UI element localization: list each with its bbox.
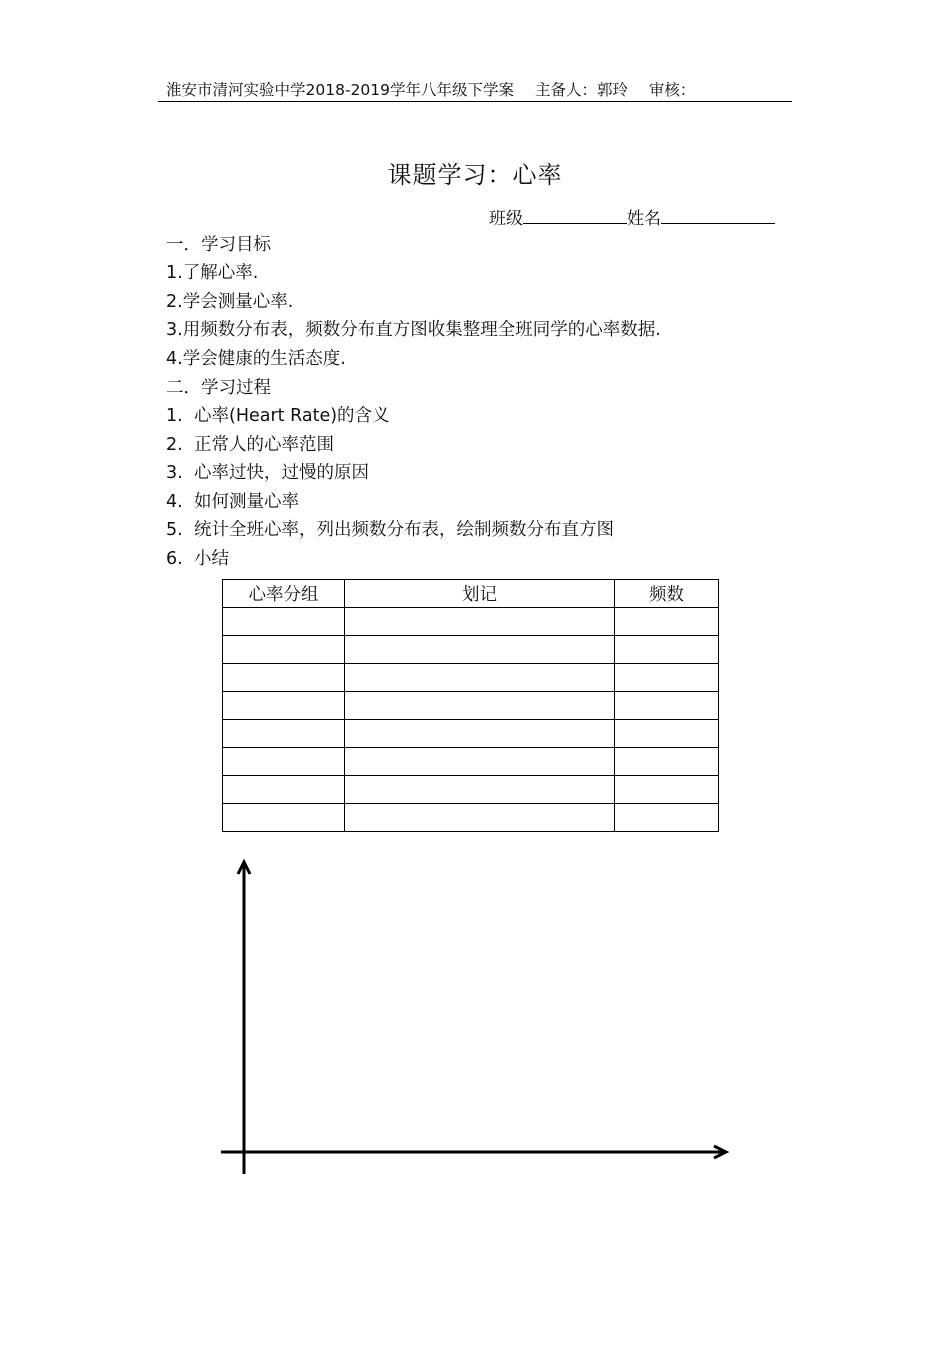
name-label: 姓名 <box>627 209 661 229</box>
section2-heading: 二．学习过程 <box>166 378 271 398</box>
goal-item: 1.了解心率. <box>166 263 259 283</box>
header-author: 主备人：郭玲 <box>534 81 628 99</box>
col-header-group: 心率分组 <box>223 580 345 608</box>
col-header-tally: 划记 <box>345 580 615 608</box>
process-num: 5. <box>166 520 183 540</box>
process-num: 2. <box>166 435 183 455</box>
page-title: 课题学习：心率 <box>387 161 563 189</box>
process-text: 正常人的心率范围 <box>194 435 334 455</box>
process-text: 心率(Heart Rate)的含义 <box>194 406 390 426</box>
header-reviewer: 审核： <box>648 81 696 99</box>
process-num: 3. <box>166 463 183 483</box>
goal-item: 3.用频数分布表，频数分布直方图收集整理全班同学的心率数据. <box>166 320 661 340</box>
section1-heading: 一．学习目标 <box>166 235 271 255</box>
process-num: 6. <box>166 549 183 569</box>
process-text: 如何测量心率 <box>194 492 299 512</box>
goal-item: 4.学会健康的生活态度. <box>166 349 346 369</box>
goal-item: 2.学会测量心率. <box>166 292 294 312</box>
process-num: 1. <box>166 406 183 426</box>
class-label: 班级 <box>489 209 523 229</box>
process-text: 小结 <box>194 549 229 569</box>
header-school: 淮安市清河实验中学2018-2019学年八年级下学案 <box>166 81 514 99</box>
process-text: 统计全班心率，列出频数分布表，绘制频数分布直方图 <box>194 520 614 540</box>
process-num: 4. <box>166 492 183 512</box>
process-text: 心率过快，过慢的原因 <box>194 463 369 483</box>
col-header-frequency: 频数 <box>615 580 719 608</box>
